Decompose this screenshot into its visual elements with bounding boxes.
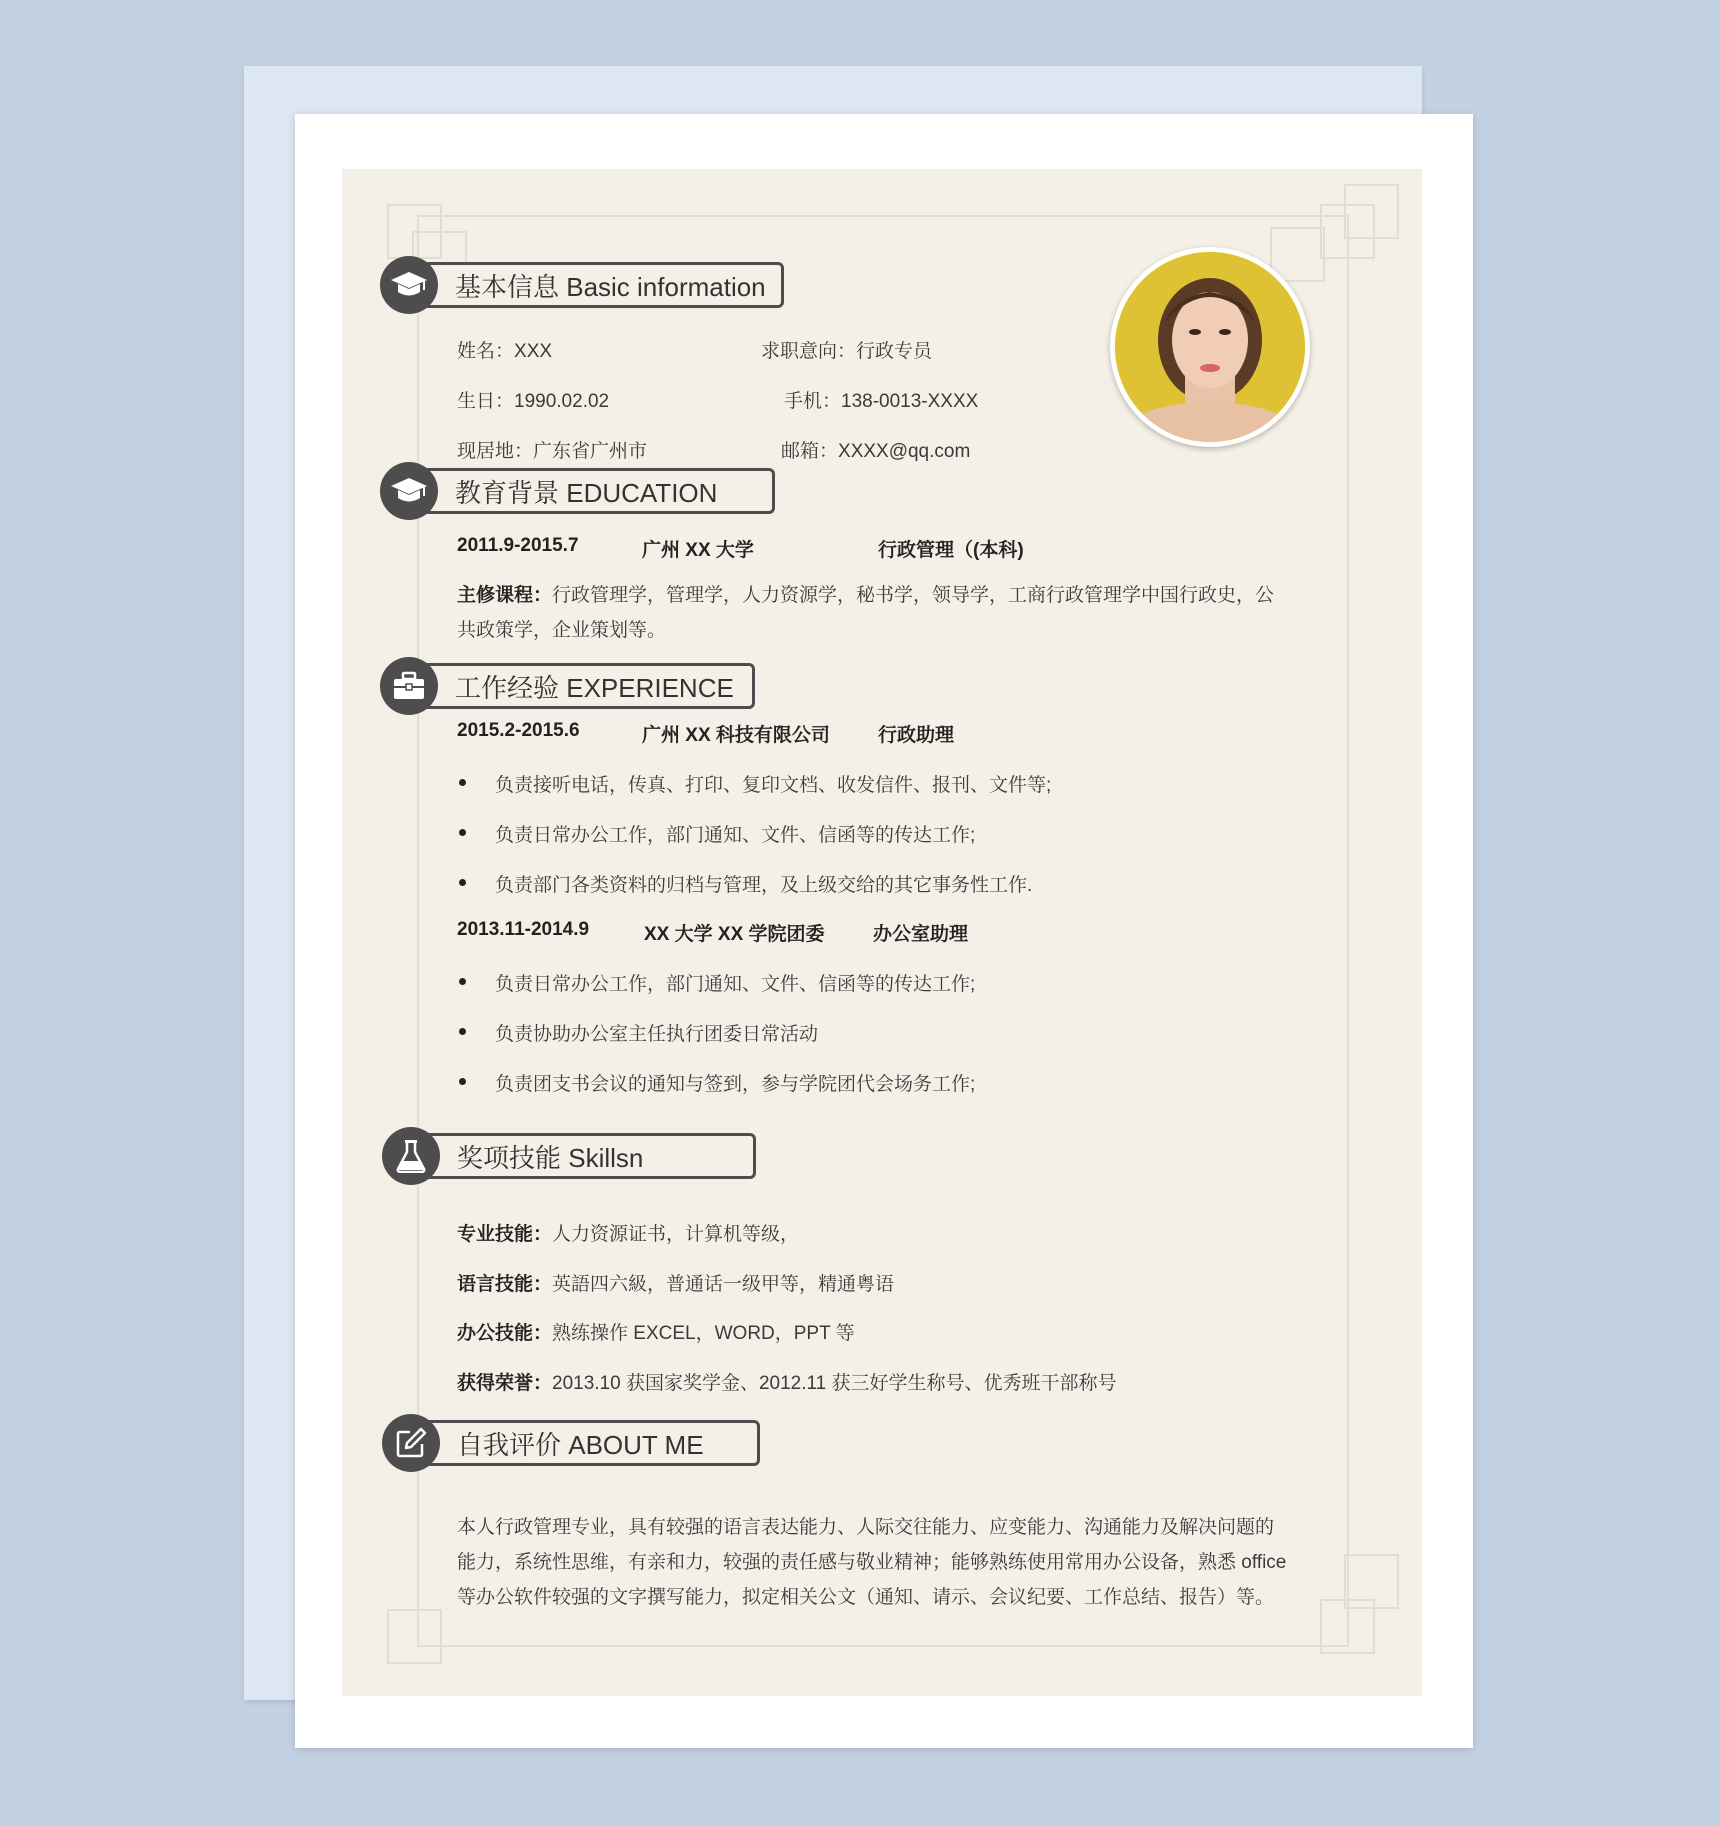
skill-pro <box>457 1219 799 1246</box>
edu-major: 行政管理（(本科) <box>878 540 1024 561</box>
job2-period: 2013.11-2014.9 <box>457 919 590 940</box>
courses-line-2: 共政策学，企业策划等。 <box>457 620 667 641</box>
email-value: XXXX@qq.com <box>838 441 971 462</box>
section-education-title: 教育背景 EDUCATION <box>422 468 775 514</box>
phone-label: 手机： <box>784 391 842 412</box>
bullet-dot <box>459 978 466 985</box>
name-value: XXX <box>514 341 553 362</box>
skill-lang-value: 英語四六級，普通话一级甲等，精通粤语 <box>552 1274 895 1295</box>
skill-pro-label: 专业技能： <box>457 1224 553 1245</box>
skill-honor-value: 2013.10 获国家奖学金、2012.11 获三好学生称号、优秀班干部称号 <box>552 1373 1117 1394</box>
section-skills <box>382 1127 782 1187</box>
bullet-dot <box>459 829 466 836</box>
bullet-dot <box>459 1078 466 1085</box>
duty-text: 负责团支书会议的通知与签到，参与学院团代会场务工作; <box>495 1074 976 1095</box>
section-about-title: 自我评价 ABOUT ME <box>424 1420 760 1466</box>
graduation-cap-icon <box>380 462 438 520</box>
edu-school: 广州 XX 大学 <box>642 540 754 561</box>
skill-lang-label: 语言技能： <box>457 1274 553 1295</box>
intent-value: 行政专员 <box>856 341 933 362</box>
edu-period: 2011.9-2015.7 <box>457 535 579 556</box>
bullet-dot <box>459 1028 466 1035</box>
briefcase-icon <box>380 657 438 715</box>
section-education <box>380 462 780 522</box>
duty-text: 负责部门各类资料的归档与管理，及上级交给的其它事务性工作. <box>495 875 1033 896</box>
section-experience-title: 工作经验 EXPERIENCE <box>422 663 755 709</box>
skill-office-label: 办公技能： <box>457 1323 553 1344</box>
skill-honor-label: 获得荣誉： <box>457 1373 553 1394</box>
section-basic-title: 基本信息 Basic information <box>422 262 784 308</box>
phone-field <box>784 386 978 413</box>
job1-period: 2015.2-2015.6 <box>457 720 580 741</box>
duty-text: 负责协助办公室主任执行团委日常活动 <box>495 1024 819 1045</box>
job1-company: 广州 XX 科技有限公司 <box>642 725 830 746</box>
intent-field <box>761 336 932 363</box>
duty-text: 负责接听电话，传真、打印、复印文档、收发信件、报刊、文件等; <box>495 775 1052 796</box>
email-label: 邮箱： <box>781 441 839 462</box>
about-line-1: 本人行政管理专业，具有较强的语言表达能力、人际交往能力、应变能力、沟通能力及解决问题的 <box>457 1517 1275 1538</box>
job1-role: 行政助理 <box>878 725 955 746</box>
name-label: 姓名： <box>457 341 515 362</box>
section-skills-title: 奖项技能 Skillsn <box>424 1133 756 1179</box>
section-experience <box>380 657 780 717</box>
skill-lang <box>457 1269 894 1296</box>
about-line-2: 能力，系统性思维，有亲和力，较强的责任感与敬业精神；能够熟练使用常用办公设备，熟悉 office <box>457 1552 1287 1573</box>
edu-courses <box>457 578 1287 648</box>
bullet-dot <box>459 879 466 886</box>
bullet-dot <box>459 779 466 786</box>
intent-label: 求职意向： <box>761 341 857 362</box>
job2-role: 办公室助理 <box>873 924 969 945</box>
about-line-3: 等办公软件较强的文字撰写能力，拟定相关公文（通知、请示、会议纪要、工作总结、报告）等。 <box>457 1587 1275 1608</box>
birth-label: 生日： <box>457 391 515 412</box>
flask-icon <box>382 1127 440 1185</box>
name-field <box>457 336 552 363</box>
duty-text: 负责日常办公工作，部门通知、文件、信函等的传达工作; <box>495 974 976 995</box>
phone-value: 138-0013-XXXX <box>841 391 979 412</box>
edit-icon <box>382 1414 440 1472</box>
job2-company: XX 大学 XX 学院团委 <box>644 924 825 945</box>
courses-label: 主修课程： <box>457 585 553 606</box>
duty-text: 负责日常办公工作，部门通知、文件、信函等的传达工作; <box>495 825 976 846</box>
section-basic-info <box>380 256 780 316</box>
section-about <box>382 1414 782 1474</box>
about-text <box>457 1510 1297 1615</box>
skill-honor <box>457 1368 1117 1395</box>
email-field <box>781 436 970 463</box>
address-field <box>457 436 647 463</box>
graduation-cap-icon <box>380 256 438 314</box>
birth-field <box>457 386 609 413</box>
skill-office <box>457 1318 855 1345</box>
skill-pro-value: 人力资源证书，计算机等级， <box>552 1224 800 1245</box>
address-label: 现居地： <box>457 441 534 462</box>
address-value: 广东省广州市 <box>533 441 648 462</box>
skill-office-value: 熟练操作 EXCEL，WORD，PPT 等 <box>552 1323 855 1344</box>
courses-line-1: 行政管理学，管理学，人力资源学，秘书学，领导学，工商行政管理学中国行政史，公 <box>552 585 1275 606</box>
birth-value: 1990.02.02 <box>514 391 610 412</box>
profile-photo <box>1110 247 1310 447</box>
